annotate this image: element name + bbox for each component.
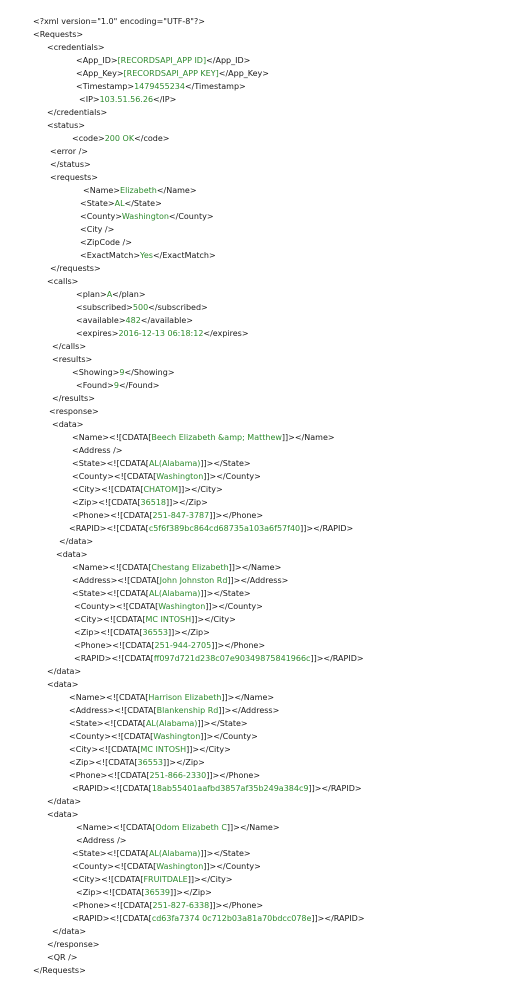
xml-tag: <State><![CDATA[: [72, 849, 149, 858]
xml-value: Odom Elizabeth C: [155, 823, 227, 832]
xml-value: 2016-12-13 06:18:12: [118, 329, 204, 338]
xml-line: [72, 900, 263, 912]
xml-tag: <Name><![CDATA[: [76, 823, 156, 832]
xml-tag: </Timestamp>: [184, 82, 246, 91]
xml-value: c5f6f389bc864cd68735a103a6f57f40: [148, 524, 301, 533]
xml-value: 251-944-2705: [154, 641, 212, 650]
xml-tag: ]]></Phone>: [209, 901, 264, 910]
xml-value: CHATOM: [143, 485, 178, 494]
xml-line: [74, 640, 265, 652]
xml-line: [76, 81, 246, 93]
xml-tag: <City><![CDATA[: [74, 615, 146, 624]
xml-value: 36553: [137, 758, 163, 767]
xml-tag: <Name><![CDATA[: [72, 433, 152, 442]
xml-tag: <Address />: [76, 836, 127, 845]
xml-tag: <County><![CDATA[: [72, 472, 157, 481]
xml-tag: <City><![CDATA[: [72, 875, 144, 884]
xml-tag: <Address />: [72, 446, 123, 455]
xml-tag: <Phone><![CDATA[: [74, 641, 155, 650]
xml-value: Harrison Elizabeth: [148, 693, 222, 702]
xml-line: [72, 484, 223, 496]
xml-tag: <Zip><![CDATA[: [76, 888, 145, 897]
xml-tag: <Name>: [83, 186, 121, 195]
xml-line: [50, 146, 88, 158]
xml-value: [RECORDSAPI_APP ID]: [117, 56, 207, 65]
xml-tag: <data>: [47, 680, 79, 689]
xml-tag: </response>: [47, 940, 100, 949]
xml-tag: <subscribed>: [76, 303, 133, 312]
xml-line: [72, 510, 263, 522]
xml-tag: <County><![CDATA[: [72, 862, 157, 871]
xml-line: [74, 627, 210, 639]
xml-tag: ]]></County>: [203, 862, 261, 871]
xml-line: [69, 770, 260, 782]
xml-value: Blankenship Rd: [156, 706, 219, 715]
xml-tag: ]]></County>: [200, 732, 258, 741]
xml-line: [33, 965, 86, 977]
xml-line: [74, 653, 364, 665]
xml-tag: ]]></Zip>: [168, 628, 210, 637]
xml-tag: </App_Key>: [218, 69, 269, 78]
xml-value: AL(Alabama): [145, 719, 198, 728]
xml-tag: ]]></City>: [177, 485, 223, 494]
xml-line: [72, 848, 251, 860]
xml-value: John Johnston Rd: [159, 576, 228, 585]
xml-tag: </State>: [124, 199, 162, 208]
xml-tag: <App_Key>: [76, 69, 124, 78]
xml-value: 36539: [144, 888, 170, 897]
xml-tag: </calls>: [52, 342, 87, 351]
xml-tag: <Name><![CDATA[: [69, 693, 149, 702]
xml-tag: </Name>: [156, 186, 197, 195]
xml-tag: </expires>: [203, 329, 249, 338]
xml-line: [80, 198, 162, 210]
xml-value: Washington: [156, 472, 204, 481]
xml-tag: </App_ID>: [206, 56, 251, 65]
xml-tag: <Phone><![CDATA[: [72, 901, 153, 910]
xml-tag: <data>: [56, 550, 88, 559]
xml-tag: <City><![CDATA[: [72, 485, 144, 494]
xml-line: [76, 328, 249, 340]
xml-tag: <City><![CDATA[: [69, 745, 141, 754]
xml-value: AL(Alabama): [148, 849, 201, 858]
xml-value: Chestang Elizabeth: [151, 563, 229, 572]
xml-tag: </Showing>: [124, 368, 175, 377]
xml-tag: <error />: [50, 147, 89, 156]
xml-line: [69, 718, 248, 730]
xml-line: [79, 94, 176, 106]
xml-line: [72, 861, 261, 873]
xml-line: [72, 913, 365, 925]
xml-line: [50, 159, 91, 171]
xml-line: [80, 250, 216, 262]
xml-tag: <data>: [47, 810, 79, 819]
xml-tag: ]]></Phone>: [206, 771, 261, 780]
xml-value: 500: [132, 303, 149, 312]
xml-tag: </Found>: [118, 381, 160, 390]
xml-tag: ]]></Name>: [281, 433, 335, 442]
xml-tag: <County>: [80, 212, 122, 221]
xml-value: cd63fa7374 0c712b03a81a70bdcc078e: [151, 914, 312, 923]
xml-value: 251-827-6338: [152, 901, 210, 910]
xml-tag: <RAPID><![CDATA[: [72, 784, 152, 793]
xml-line: [52, 341, 86, 353]
xml-tag: <State><![CDATA[: [69, 719, 146, 728]
xml-tag: ]]></County>: [203, 472, 261, 481]
xml-tag: </IP>: [153, 95, 177, 104]
xml-line: [72, 367, 175, 379]
xml-tag: ]]></Zip>: [170, 888, 212, 897]
xml-tag: <Zip><![CDATA[: [72, 498, 141, 507]
xml-line: [69, 705, 279, 717]
xml-tag: <Found>: [76, 381, 114, 390]
xml-line: [72, 471, 261, 483]
xml-value: Washington: [158, 602, 206, 611]
xml-line: [33, 16, 205, 28]
xml-tag: <RAPID><![CDATA[: [74, 654, 154, 663]
xml-tag: ]]></State>: [200, 459, 251, 468]
xml-tag: <Showing>: [72, 368, 120, 377]
xml-tag: <credentials>: [47, 43, 105, 52]
xml-value: AL(Alabama): [148, 589, 201, 598]
xml-value: [RECORDSAPI_APP KEY]: [123, 69, 219, 78]
xml-value: 1479455234: [134, 82, 185, 91]
xml-line: [72, 432, 335, 444]
xml-tag: <requests>: [50, 173, 98, 182]
xml-line: [52, 419, 83, 431]
xml-tag: <available>: [76, 316, 126, 325]
xml-line: [72, 497, 208, 509]
xml-tag: ]]></City>: [186, 745, 231, 754]
xml-tag: ]]></State>: [200, 589, 251, 598]
xml-tag: <status>: [47, 121, 85, 130]
xml-tag: <State>: [80, 199, 115, 208]
xml-line: [47, 939, 99, 951]
xml-tag: ]]></Name>: [228, 563, 282, 572]
xml-tag: <App_ID>: [76, 56, 118, 65]
xml-line: [50, 263, 101, 275]
xml-line: [52, 926, 86, 938]
xml-line: [80, 211, 214, 223]
xml-tag: <RAPID><![CDATA[: [69, 524, 149, 533]
xml-tag: ]]></Zip>: [163, 758, 205, 767]
xml-tag: <IP>: [79, 95, 100, 104]
xml-value: Washington: [156, 862, 204, 871]
xml-tag: ]]></RAPID>: [311, 914, 365, 923]
xml-line: [76, 68, 269, 80]
xml-tag: <code>: [72, 134, 105, 143]
xml-line: [76, 302, 208, 314]
xml-tag: </subscribed>: [148, 303, 208, 312]
xml-value: AL(Alabama): [148, 459, 201, 468]
xml-line: [52, 354, 92, 366]
xml-value: Washington: [121, 212, 169, 221]
xml-line: [76, 289, 146, 301]
xml-value: 200 OK: [104, 134, 135, 143]
xml-tag: </data>: [47, 667, 82, 676]
xml-tag: <County><![CDATA[: [69, 732, 154, 741]
xml-tag: ]]></County>: [205, 602, 263, 611]
xml-tag: <Phone><![CDATA[: [69, 771, 150, 780]
xml-tag: <Phone><![CDATA[: [72, 511, 153, 520]
xml-tag: </data>: [52, 927, 87, 936]
xml-tag: ]]></State>: [200, 849, 251, 858]
xml-tag: </Requests>: [33, 966, 86, 975]
xml-tag: ]]></State>: [197, 719, 248, 728]
xml-line: [83, 185, 197, 197]
xml-tag: <RAPID><![CDATA[: [72, 914, 152, 923]
xml-tag: </code>: [134, 134, 170, 143]
xml-line: [69, 692, 274, 704]
xml-value: 36553: [142, 628, 168, 637]
xml-tag: </requests>: [50, 264, 101, 273]
xml-tag: ]]></Address>: [218, 706, 280, 715]
xml-line: [69, 757, 205, 769]
xml-tag: <Requests>: [33, 30, 84, 39]
xml-value: MC INTOSH: [140, 745, 187, 754]
xml-line: [52, 393, 95, 405]
xml-line: [76, 55, 250, 67]
xml-tag: ]]></Name>: [226, 823, 280, 832]
xml-line: [47, 809, 78, 821]
xml-tag: </data>: [47, 797, 82, 806]
xml-tag: <plan>: [76, 290, 107, 299]
xml-value: 482: [125, 316, 141, 325]
xml-line: [72, 458, 251, 470]
xml-tag: ]]></Address>: [227, 576, 289, 585]
xml-tag: ]]></RAPID>: [308, 784, 362, 793]
xml-line: [49, 406, 99, 418]
xml-line: [74, 614, 236, 626]
xml-tag: <response>: [49, 407, 99, 416]
xml-line: [76, 315, 193, 327]
xml-tag: ]]></Phone>: [209, 511, 264, 520]
xml-value: 9: [113, 381, 119, 390]
xml-value: 18ab55401aafbd3857af35b249a384c9: [151, 784, 309, 793]
xml-tag: </data>: [59, 537, 94, 546]
xml-line: [47, 679, 78, 691]
xml-line: [76, 887, 212, 899]
xml-value: A: [106, 290, 113, 299]
xml-line: [76, 380, 159, 392]
xml-value: Yes: [140, 251, 153, 260]
xml-tag: <calls>: [47, 277, 79, 286]
xml-line: [47, 42, 105, 54]
xml-tag: </credentials>: [47, 108, 108, 117]
xml-tag: <results>: [52, 355, 93, 364]
xml-tag: <Zip><![CDATA[: [74, 628, 143, 637]
xml-value: MC INTOSH: [145, 615, 192, 624]
xml-line: [59, 536, 93, 548]
xml-line: [69, 731, 258, 743]
xml-line: [72, 562, 281, 574]
xml-tag: <State><![CDATA[: [72, 589, 149, 598]
xml-tag: <data>: [52, 420, 84, 429]
xml-tag: <Name><![CDATA[: [72, 563, 152, 572]
xml-line: [76, 835, 127, 847]
xml-tag: </status>: [50, 160, 91, 169]
xml-tag: ]]></Phone>: [211, 641, 266, 650]
xml-line: [47, 276, 78, 288]
xml-tag: <County><![CDATA[: [74, 602, 159, 611]
xml-value: Elizabeth: [120, 186, 157, 195]
xml-value: 9: [119, 368, 125, 377]
xml-line: [76, 822, 280, 834]
xml-tag: <ZipCode />: [80, 238, 132, 247]
xml-tag: </results>: [52, 394, 95, 403]
xml-tag: <Timestamp>: [76, 82, 135, 91]
xml-line: [47, 796, 81, 808]
xml-line: [47, 107, 107, 119]
xml-line: [69, 523, 353, 535]
xml-line: [80, 237, 132, 249]
xml-line: [72, 133, 169, 145]
xml-value: 251-847-3787: [152, 511, 210, 520]
xml-value: 103.51.56.26: [99, 95, 154, 104]
xml-tag: <ExactMatch>: [80, 251, 141, 260]
xml-tag: ]]></RAPID>: [300, 524, 354, 533]
xml-tag: ]]></RAPID>: [310, 654, 364, 663]
xml-line: [47, 120, 85, 132]
xml-line: [72, 575, 288, 587]
xml-tag: <expires>: [76, 329, 119, 338]
xml-tag: <?xml version="1.0" encoding="UTF-8"?>: [33, 17, 205, 26]
xml-line: [72, 445, 123, 457]
xml-tag: <Zip><![CDATA[: [69, 758, 138, 767]
xml-tag: <State><![CDATA[: [72, 459, 149, 468]
xml-line: [72, 874, 232, 886]
xml-tag: </County>: [168, 212, 214, 221]
xml-value: AL: [114, 199, 125, 208]
xml-tag: <City />: [80, 225, 115, 234]
xml-tag: </plan>: [112, 290, 146, 299]
xml-tag: ]]></Zip>: [166, 498, 208, 507]
xml-value: Washington: [153, 732, 201, 741]
xml-line: [47, 952, 78, 964]
xml-tag: <QR />: [47, 953, 78, 962]
xml-tag: ]]></Name>: [221, 693, 275, 702]
xml-line: [56, 549, 87, 561]
xml-line: [47, 666, 81, 678]
xml-tag: </ExactMatch>: [152, 251, 216, 260]
xml-tag: <Address><![CDATA[: [69, 706, 157, 715]
xml-tag: <Address><![CDATA[: [72, 576, 160, 585]
xml-value: 251-866-2330: [149, 771, 207, 780]
xml-line: [33, 29, 83, 41]
xml-value: Beech Elizabeth &amp; Matthew: [151, 433, 282, 442]
xml-value: ff097d721d238c07e90349875841966c: [153, 654, 311, 663]
xml-line: [72, 783, 362, 795]
xml-tag: </available>: [140, 316, 194, 325]
xml-value: 36518: [140, 498, 166, 507]
xml-line: [80, 224, 114, 236]
xml-line: [74, 601, 263, 613]
xml-line: [69, 744, 231, 756]
xml-line: [50, 172, 98, 184]
xml-tag: ]]></City>: [191, 615, 236, 624]
xml-tag: ]]></City>: [187, 875, 233, 884]
xml-line: [72, 588, 251, 600]
xml-value: FRUITDALE: [143, 875, 188, 884]
